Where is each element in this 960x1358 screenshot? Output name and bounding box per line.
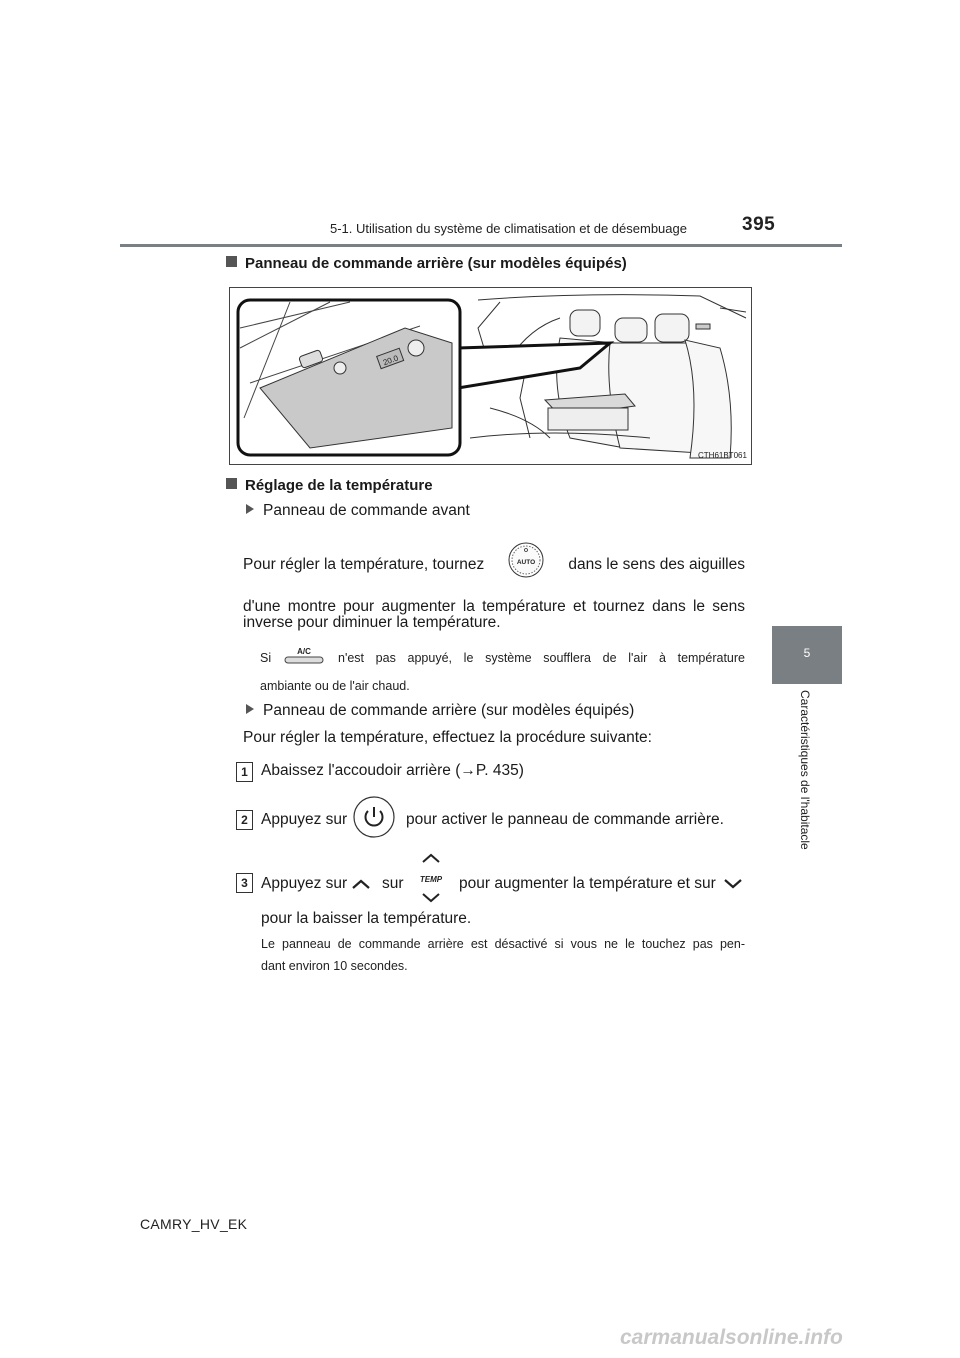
square-bullet-icon	[226, 478, 237, 489]
rear-panel-heading: Panneau de commande arrière (sur modèles équipés)	[226, 255, 627, 272]
step-3-text-after: pour augmenter la température et sur	[459, 875, 716, 892]
panel-display-value: 20.0	[381, 353, 400, 368]
illustration-code: CTH61BT061	[698, 451, 747, 460]
rear-panel-subheading: Panneau de commande arrière (sur modèles équipés)	[246, 697, 634, 725]
section-title: 5-1. Utilisation du système de climatisation et de désembuage	[330, 221, 687, 236]
square-bullet-icon	[226, 256, 237, 267]
step-3-text-mid: sur	[382, 875, 404, 892]
front-instruction-part1: Pour régler la température, tournez	[243, 556, 485, 573]
auto-knob-icon	[508, 542, 544, 578]
temperature-heading: Réglage de la température	[226, 477, 433, 494]
front-instruction-part2: dans le sens des aiguilles	[568, 556, 745, 573]
model-code: CAMRY_HV_EK	[140, 1216, 248, 1232]
power-button-icon	[353, 796, 395, 838]
ac-note-suffix: n'est pas appuyé, le système soufflera de l'air à température	[338, 651, 745, 665]
temp-label: TEMP	[419, 875, 443, 884]
rear-note-line1: Le panneau de commande arrière est désactivé si vous ne le touchez pas pen-	[261, 937, 745, 951]
ac-button-icon	[282, 646, 326, 666]
chapter-label-bar	[772, 684, 842, 874]
step-2-text-after: pour activer le panneau de commande arrière.	[406, 811, 724, 828]
step-2-text-before: Appuyez sur	[261, 811, 348, 828]
front-panel-subheading: Panneau de commande avant	[246, 497, 470, 525]
chapter-tab	[772, 626, 842, 684]
step-2-number: 2	[236, 810, 253, 830]
triangle-bullet-icon	[246, 504, 254, 514]
triangle-bullet-icon	[246, 704, 254, 714]
step-3-text-before: Appuyez sur	[261, 875, 348, 892]
rear-intro: Pour régler la température, effectuez la procédure suivante:	[243, 729, 652, 746]
step-3-text-line2: pour la baisser la température.	[261, 910, 472, 927]
front-instruction-line3: inverse pour diminuer la température.	[243, 614, 501, 631]
page-number: 395	[742, 214, 776, 235]
temp-selector-icon	[414, 850, 448, 906]
watermark: carmanualsonline.info	[620, 1326, 843, 1349]
car-interior-drawing	[230, 288, 751, 464]
auto-knob-label: AUTO	[516, 559, 536, 566]
ac-button-label: A/C	[297, 647, 311, 656]
ac-note-line2: ambiante ou de l'air chaud.	[260, 679, 410, 693]
header-divider	[120, 244, 842, 247]
step-3-number: 3	[236, 873, 253, 893]
rear-panel-illustration	[229, 287, 752, 465]
step-1-number: 1	[236, 762, 253, 782]
front-instruction-line2: d'une montre pour augmenter la température et tournez dans le sens	[243, 598, 745, 615]
ac-note-prefix: Si	[260, 651, 272, 665]
chevron-up-icon	[350, 877, 372, 891]
chevron-down-icon	[722, 877, 744, 891]
step-1-text: Abaissez l'accoudoir arrière (→P. 435)	[261, 762, 524, 779]
rear-note-line2: dant environ 10 secondes.	[261, 959, 408, 973]
chapter-label: Caractéristiques de l'habitacle	[798, 690, 812, 850]
chapter-number: 5	[803, 646, 811, 660]
